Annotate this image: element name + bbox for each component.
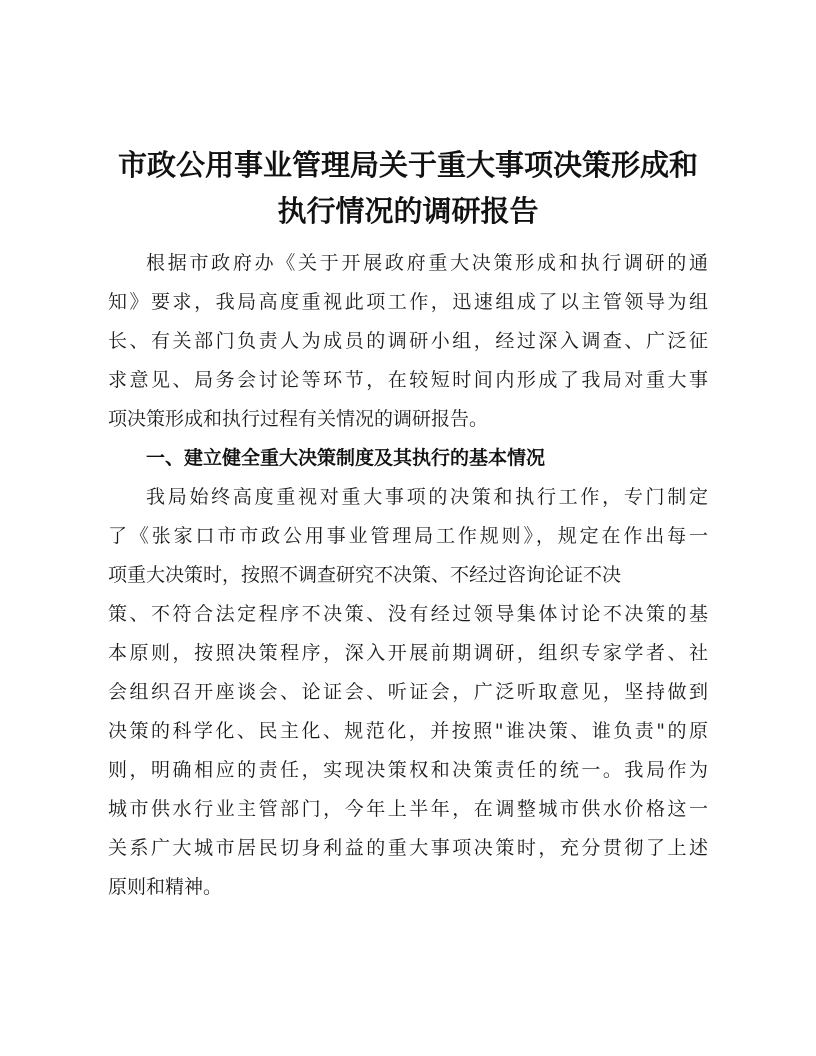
paragraph-2-line-10: 关系广大城市居民切身利益的重大事项决策时，充分贯彻了上述: [108, 837, 708, 859]
paragraph-1-line-4: 求意见、局务会讨论等环节，在较短时间内形成了我局对重大事: [108, 369, 708, 391]
paragraph-2-line-6: 会组织召开座谈会、论证会、听证会，广泛听取意见，坚持做到: [108, 681, 708, 703]
paragraph-2-line-8: 则，明确相应的责任，实现决策权和决策责任的统一。我局作为: [108, 759, 708, 781]
paragraph-2-line-7: 决策的科学化、民主化、规范化，并按照"谁决策、谁负责"的原: [108, 720, 708, 742]
paragraph-1-line-2: 知》要求，我局高度重视此项工作，迅速组成了以主管领导为组: [108, 291, 708, 313]
paragraph-2-line-5: 本原则，按照决策程序，深入开展前期调研，组织专家学者、社: [108, 642, 708, 664]
document-title-line-1: 市政公用事业管理局关于重大事项决策形成和: [117, 148, 698, 182]
section-1-heading: 一、建立健全重大决策制度及其执行的基本情况: [146, 447, 546, 469]
paragraph-1-line-5: 项决策形成和执行过程有关情况的调研报告。: [108, 408, 489, 430]
paragraph-2-line-3: 项重大决策时，按照不调查研究不决策、不经过咨询论证不决: [108, 564, 622, 586]
paragraph-2-line-11: 原则和精神。: [108, 876, 223, 898]
paragraph-2-line-4: 策、不符合法定程序不决策、没有经过领导集体讨论不决策的基: [108, 603, 708, 625]
paragraph-2-line-1: 我局始终高度重视对重大事项的决策和执行工作，专门制定: [146, 486, 708, 508]
paragraph-2-line-9: 城市供水行业主管部门，今年上半年，在调整城市供水价格这一: [108, 798, 708, 820]
paragraph-1-line-3: 长、有关部门负责人为成员的调研小组，经过深入调查、广泛征: [108, 330, 708, 352]
paragraph-2-line-2: 了《张家口市市政公用事业管理局工作规则》，规定在作出每一: [108, 525, 708, 547]
paragraph-1-line-1: 根据市政府办《关于开展政府重大决策形成和执行调研的通: [146, 252, 708, 274]
document-title-line-2: 执行情况的调研报告: [277, 194, 539, 228]
